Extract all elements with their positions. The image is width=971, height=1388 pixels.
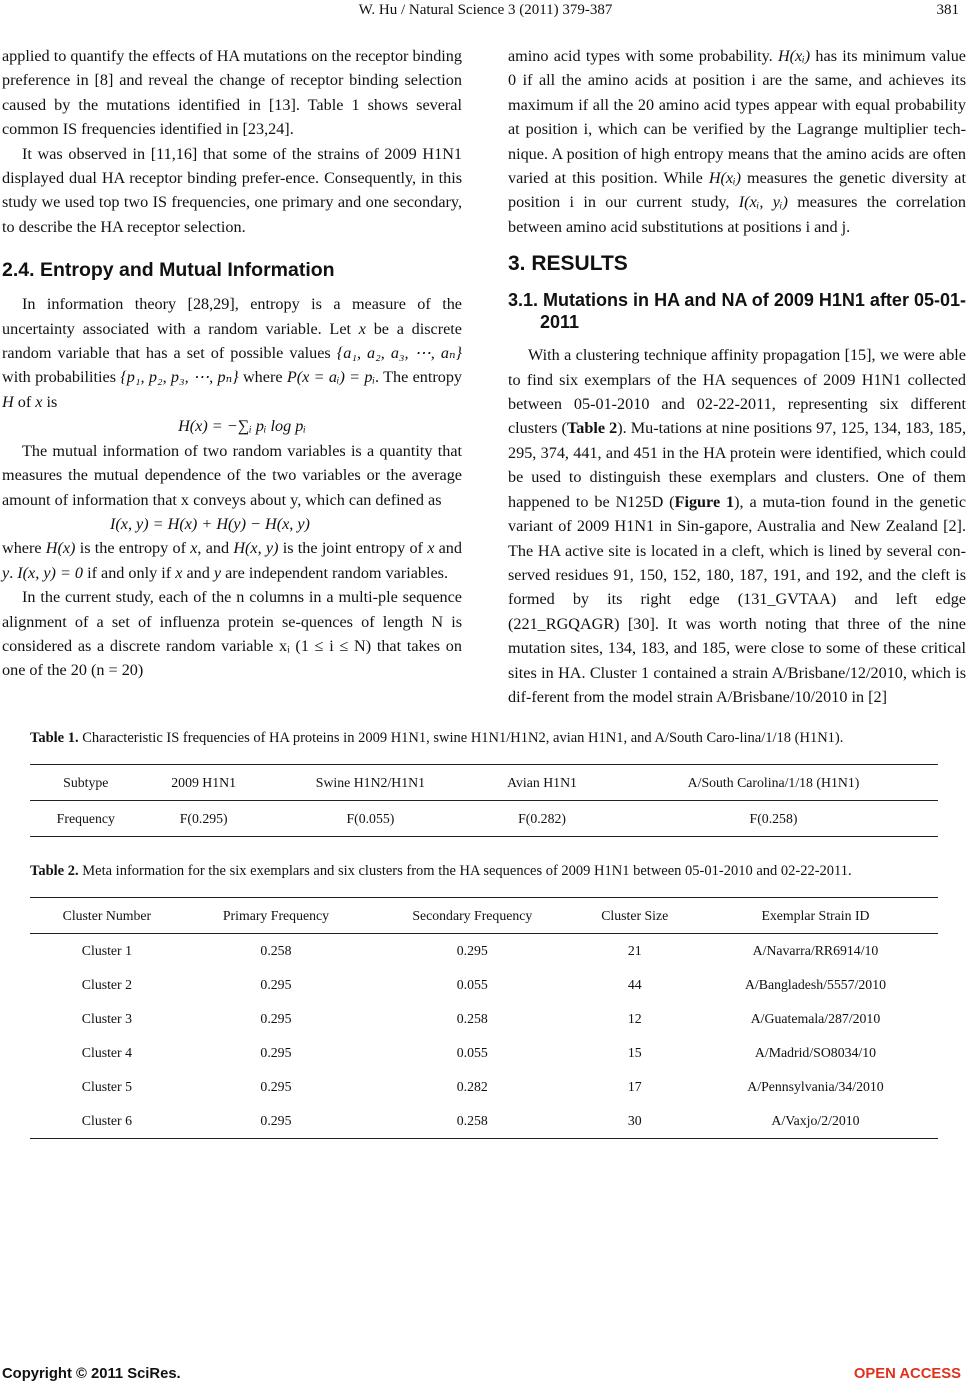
table1-label: Table 1. — [30, 730, 79, 746]
table-cell: 0.295 — [260, 1045, 292, 1061]
table-row — [30, 934, 938, 968]
table-cell: A/Guatemala/287/2010 — [750, 1010, 881, 1026]
text-span: if and only if — [83, 563, 176, 582]
text-span: ), a muta-tion found in the genetic variant of 2009 H1N1 in Sin-gapore, Australia and New Zealand [2]. The HA active site is located in a cleft, which is lined by several con-served residues 91, 150, 152, 180, 187, 191, and 192, and the cleft is formed by its right edge (131_GVTAA) and left edge (221_RGQAGR) [30]. It was worth noting that three of the nine mutation sites, 134, 183, and 185, were close to some of these critical sites in HA. Cluster 1 contained a strain A/Brisbane/12/2010, which is dif-ferent from the model strain A/Brisbane/10/2010 in [2] — [508, 492, 967, 706]
table-cell: Cluster 6 — [81, 1113, 132, 1129]
math-x: x — [35, 392, 43, 411]
table-header-cell: Subtype — [63, 774, 109, 790]
table-cell: 30 — [627, 1113, 642, 1129]
subsection-heading-mutations: 3.1. Mutations in HA and NA of 2009 H1N1 after 05-01-2011 — [508, 290, 966, 333]
table-cell: 0.258 — [456, 1113, 488, 1129]
table-cell: A/Vaxjo/2/2010 — [771, 1113, 860, 1129]
table1 — [30, 764, 938, 837]
figure1-reference: Figure 1 — [674, 492, 735, 511]
text-span: amino acid types with some probability. — [508, 47, 778, 65]
table-header-cell: Exemplar Strain ID — [761, 907, 870, 923]
table1-caption-text: Characteristic IS frequencies of HA proteins in 2009 H1N1, swine H1N1/H1N2, avian H1N1, and A/South Caro-lina/1/18 (H1N1). — [78, 730, 844, 746]
table-row — [30, 1036, 938, 1070]
paragraph-results — [508, 343, 966, 709]
table-cell: 17 — [627, 1079, 642, 1095]
table-row — [30, 1070, 938, 1104]
text-span: with probabilities — [2, 368, 121, 387]
text-span: . The entropy — [375, 368, 463, 387]
table-cell: 0.295 — [260, 1079, 292, 1095]
table-cell: A/Pennsylvania/34/2010 — [747, 1079, 884, 1095]
table-cell: 44 — [627, 976, 642, 992]
text-span: and — [434, 539, 462, 558]
table-cell: F(0.282) — [518, 810, 566, 826]
text-span: In information theory [28,29], entropy is a measure of the uncertainty associated with a random variable. Let — [2, 295, 462, 338]
text-span: is — [42, 392, 58, 411]
table-cell: Cluster 5 — [81, 1079, 132, 1095]
math-value-set: {a₁, a₂, a₃, ⋯, aₙ} — [336, 344, 463, 363]
text-span: of — [13, 392, 36, 411]
table-cell: 0.295 — [260, 1010, 292, 1026]
paragraph-dual-binding — [2, 142, 462, 240]
paragraph-where — [2, 536, 462, 585]
math-x: x — [175, 563, 183, 582]
table-cell: Frequency — [56, 810, 115, 826]
running-title: W. Hu / Natural Science 3 (2011) 379-387 — [358, 2, 613, 18]
math-Hx: H(x) — [45, 539, 76, 558]
table-cell: 0.055 — [456, 976, 488, 992]
table-row — [30, 1104, 938, 1138]
text-span: . — [9, 563, 18, 582]
paragraph-entropy-continued — [508, 44, 966, 239]
text-span: With a clustering technique affinity propagation [15], we were able to find six exemplars of the HA sequences of 2009 H1N1 collected between 05-01-2010 and 02-22-2011, representing six different clusters ( — [508, 346, 966, 438]
text-span: measures the correlation between amino acid substitutions at positions i and j. — [508, 193, 966, 236]
right-column — [508, 44, 966, 709]
text-span: be a discrete random variable that has a set of possible values — [2, 319, 462, 363]
text-span: It was observed in [11,16] that some of the strains of 2009 H1N1 displayed dual HA receptor binding prefer-ence. Consequently, in this study we used top two IS frequencies, one primary and one secondary, to describe the HA receptor selection. — [2, 144, 462, 236]
table2-label: Table 2. — [30, 863, 79, 879]
table-cell: 0.258 — [456, 1010, 488, 1026]
table2 — [30, 897, 938, 1139]
table-cell: 15 — [627, 1045, 642, 1061]
table-cell: F(0.295) — [179, 810, 228, 826]
table-cell: 21 — [627, 942, 642, 958]
table2-reference: Table 2 — [566, 419, 618, 438]
table2-caption-text: Meta information for the six exemplars and six clusters from the HA sequences of 2009 H1N1 between 05-01-2010 and 02-22-2011. — [78, 863, 852, 879]
paragraph-entropy-definition — [2, 292, 462, 414]
table-cell: A/Madrid/SO8034/10 — [754, 1045, 877, 1061]
text-span: is the joint entropy of — [278, 539, 428, 558]
text-span: The mutual information of two random variables is a quantity that measures the mutual dependence of the two variables or the average amount of information that x conveys about y, which can defined as — [2, 441, 462, 509]
text-span: has its minimum value 0 if all the amino acids at position i are the same, and achieves its maximum if all the 20 amino acid types appear with equal probability at position i, which can be verified by the Lagrange multiplier tech-nique. A position of high entropy means that the amino acids are often varied at this position. While — [508, 47, 966, 188]
table-header-row — [30, 898, 938, 934]
section-heading-entropy: 2.4. Entropy and Mutual Information — [2, 259, 335, 282]
table-cell: 12 — [627, 1010, 642, 1026]
table-cell: F(0.055) — [346, 810, 395, 826]
math-probability-set: {p₁, p₂, p₃, ⋯, pₙ} — [120, 368, 239, 387]
text-span: where — [2, 539, 46, 558]
math-probability-def: P(x = aᵢ) = pᵢ — [286, 368, 376, 387]
table-cell: 0.295 — [260, 1113, 292, 1129]
paragraph-current-study — [2, 585, 462, 683]
table-header-cell: Swine H1N2/H1N1 — [315, 774, 426, 790]
text-span: is the entropy of — [75, 539, 191, 558]
math-Ixy-zero: I(x, y) = 0 — [17, 563, 84, 582]
math-x: x — [427, 539, 435, 558]
table-cell: 0.295 — [260, 976, 292, 992]
table-cell: A/Navarra/RR6914/10 — [752, 942, 879, 958]
open-access-label: OPEN ACCESS — [853, 1366, 961, 1382]
text-span: and — [182, 563, 214, 582]
table-cell: 0.282 — [456, 1079, 488, 1095]
math-x: x — [358, 319, 366, 338]
equation-entropy: H(x) = −∑ᵢ pᵢ log pᵢ — [178, 417, 306, 436]
page-header — [0, 0, 971, 22]
math-I-xi-yi: I(xᵢ, yᵢ) — [738, 193, 788, 212]
table-cell: Cluster 2 — [81, 976, 132, 992]
table-header-cell: Secondary Frequency — [412, 907, 533, 923]
table-header-cell: Cluster Size — [601, 907, 669, 923]
page-number: 381 — [936, 2, 959, 18]
table-row — [30, 801, 938, 837]
copyright-notice: Copyright © 2011 SciRes. — [2, 1366, 181, 1382]
table-cell: 0.258 — [260, 942, 292, 958]
table-header-row — [30, 765, 938, 801]
section-heading-results: 3. RESULTS — [508, 252, 628, 276]
table-header-cell: 2009 H1N1 — [171, 774, 237, 790]
equation-mutual-information: I(x, y) = H(x) + H(y) − H(x, y) — [110, 514, 310, 533]
math-x: x — [190, 539, 198, 558]
table-header-cell: Avian H1N1 — [507, 774, 577, 790]
table-row — [30, 1002, 938, 1036]
table2-caption — [30, 861, 938, 881]
table-cell: F(0.258) — [749, 810, 798, 826]
table-cell: Cluster 1 — [81, 942, 132, 958]
text-span: where — [238, 368, 287, 387]
table-header-cell: Primary Frequency — [222, 907, 330, 923]
text-span: are independent random variables. — [221, 563, 449, 582]
text-span: In the current study, each of the n columns in a multi-ple sequence alignment of a set of influenza protein se-quences of length N is considered as a discrete random variable xᵢ (1 ≤ i ≤ N) that takes on one of the 20 (n = 20) — [2, 588, 462, 680]
math-H-xi: H(xᵢ) — [777, 47, 811, 65]
math-Hxy: H(x, y) — [233, 539, 279, 558]
paragraph-intro-continued — [2, 44, 462, 142]
table-cell: 0.055 — [456, 1045, 488, 1061]
text-span: ). Mu-tations at nine positions 97, 125, 134, 183, 185, 295, 374, 441, and 451 in the HA protein were identified, which could be used to distinguish these exemplars and clusters. One of them happened to be N125D ( — [508, 419, 967, 511]
table-cell: A/Bangladesh/5557/2010 — [744, 976, 886, 992]
tables-block — [30, 728, 938, 1139]
left-column — [2, 44, 462, 683]
text-span: applied to quantify the effects of HA mutations on the receptor binding preference in [8] and reveal the change of receptor binding selection caused by the mutations identified in [13]. Table 1 shows several common IS frequencies identified in [23,24]. — [2, 47, 462, 139]
table-cell: Cluster 3 — [81, 1010, 132, 1026]
math-H-xi: H(xᵢ) — [708, 169, 742, 188]
text-span: , and — [197, 539, 234, 558]
table-cell: 0.295 — [456, 942, 488, 958]
paragraph-mutual-information — [2, 439, 462, 512]
page-footer — [0, 1366, 971, 1386]
table-cell: Cluster 4 — [81, 1045, 132, 1061]
table-row — [30, 968, 938, 1002]
table-header-cell: Cluster Number — [62, 907, 152, 923]
math-y: y — [2, 563, 10, 582]
table1-caption — [30, 728, 938, 748]
text-span: measures the genetic diversity at position i in our current study, — [508, 169, 966, 212]
table-header-cell: A/South Carolina/1/18 (H1N1) — [687, 774, 860, 790]
math-H: H — [2, 392, 14, 411]
math-y: y — [213, 563, 222, 582]
